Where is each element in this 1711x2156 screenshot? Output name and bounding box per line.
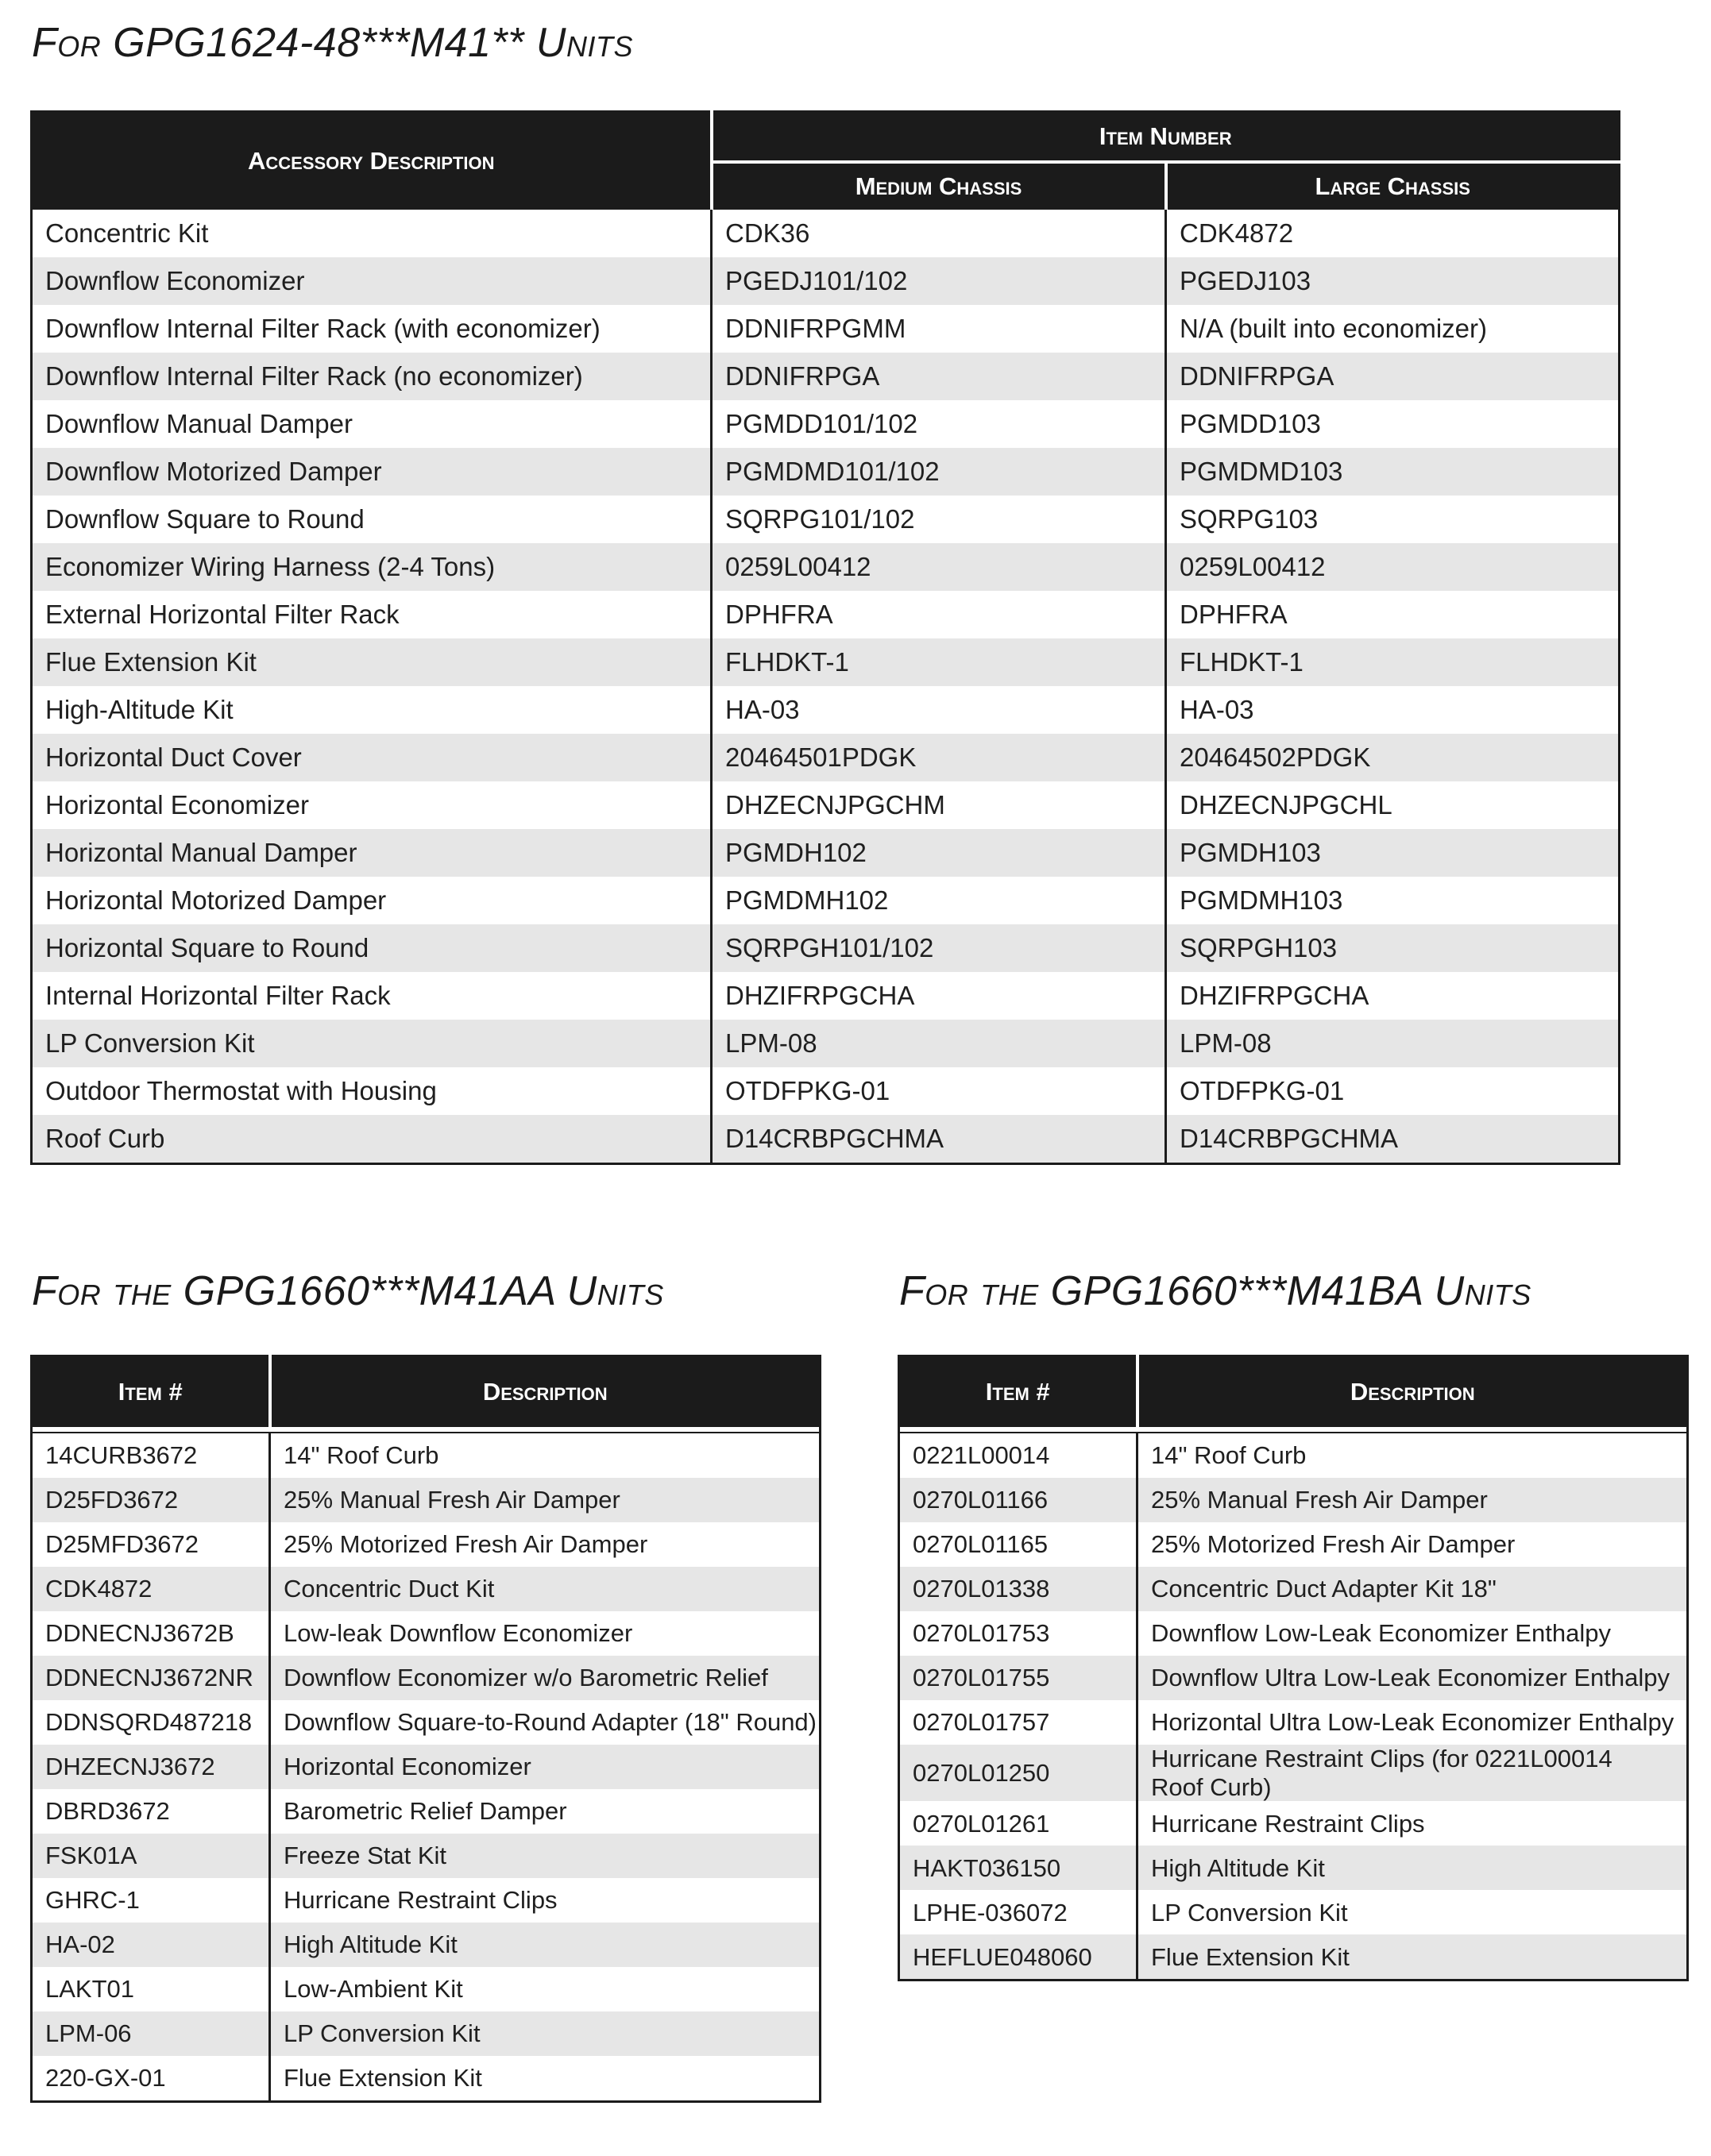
item-number-cell: 0270L01757	[899, 1700, 1137, 1745]
description-cell: Downflow Square-to-Round Adapter (18" Round)	[270, 1700, 821, 1745]
medium-chassis-cell: PGMDMH102	[712, 877, 1166, 924]
table-row	[899, 1433, 1688, 1478]
item-number-header: Item #	[32, 1356, 270, 1428]
description-cell: Downflow Ultra Low-Leak Economizer Enthalpy	[1137, 1656, 1688, 1700]
medium-chassis-cell: DHZECNJPGCHM	[712, 781, 1166, 829]
large-chassis-cell: DHZECNJPGCHL	[1166, 781, 1620, 829]
accessory-description-header: Accessory Description	[32, 112, 712, 210]
description-cell: Hurricane Restraint Clips	[270, 1878, 821, 1923]
table-row	[32, 305, 1620, 353]
description-cell: High Altitude Kit	[1137, 1846, 1688, 1890]
medium-chassis-cell: DDNIFRPGA	[712, 353, 1166, 400]
medium-chassis-cell: PGMDMD101/102	[712, 448, 1166, 496]
table-row	[32, 400, 1620, 448]
item-number-cell: DBRD3672	[32, 1789, 270, 1834]
large-chassis-cell: DHZIFRPGCHA	[1166, 972, 1620, 1020]
medium-chassis-cell: SQRPG101/102	[712, 496, 1166, 543]
large-chassis-cell: SQRPG103	[1166, 496, 1620, 543]
table-row	[32, 924, 1620, 972]
large-chassis-cell: DPHFRA	[1166, 591, 1620, 638]
accessory-description-cell: Horizontal Economizer	[32, 781, 712, 829]
large-chassis-cell: PGMDH103	[1166, 829, 1620, 877]
table-row	[32, 1567, 821, 1611]
item-number-header: Item Number	[712, 112, 1620, 163]
main-section-title: For GPG1624-48***M41** Units	[32, 20, 633, 66]
table-row	[32, 781, 1620, 829]
table-row	[899, 1522, 1688, 1567]
table-row	[32, 877, 1620, 924]
table-row	[32, 353, 1620, 400]
table-row	[899, 1801, 1688, 1846]
description-cell: Concentric Duct Adapter Kit 18"	[1137, 1567, 1688, 1611]
description-cell: Hurricane Restraint Clips (for 0221L00014 Roof Curb)	[1137, 1745, 1688, 1801]
medium-chassis-cell: PGMDD101/102	[712, 400, 1166, 448]
large-chassis-header: Large Chassis	[1166, 162, 1620, 210]
medium-chassis-cell: PGMDH102	[712, 829, 1166, 877]
medium-chassis-cell: SQRPGH101/102	[712, 924, 1166, 972]
description-cell: Concentric Duct Kit	[270, 1567, 821, 1611]
header-spacer	[32, 1427, 821, 1433]
large-chassis-cell: D14CRBPGCHMA	[1166, 1115, 1620, 1164]
description-cell: Hurricane Restraint Clips	[1137, 1801, 1688, 1846]
description-cell: Downflow Economizer w/o Barometric Relief	[270, 1656, 821, 1700]
table-row	[32, 1067, 1620, 1115]
accessory-description-cell: Horizontal Motorized Damper	[32, 877, 712, 924]
item-number-cell: 0270L01338	[899, 1567, 1137, 1611]
item-number-cell: CDK4872	[32, 1567, 270, 1611]
accessory-description-cell: Downflow Manual Damper	[32, 400, 712, 448]
medium-chassis-cell: CDK36	[712, 210, 1166, 257]
item-number-cell: HEFLUE048060	[899, 1934, 1137, 1981]
item-number-cell: 0221L00014	[899, 1433, 1137, 1478]
table-row	[899, 1700, 1688, 1745]
description-header: Description	[270, 1356, 821, 1428]
table-row	[32, 734, 1620, 781]
item-number-cell: 0270L01261	[899, 1801, 1137, 1846]
accessory-description-cell: Downflow Internal Filter Rack (no economizer)	[32, 353, 712, 400]
table-row	[32, 1878, 821, 1923]
table-row	[32, 448, 1620, 496]
description-cell: LP Conversion Kit	[270, 2011, 821, 2056]
table-row	[32, 543, 1620, 591]
accessory-description-cell: Concentric Kit	[32, 210, 712, 257]
item-number-cell: LPM-06	[32, 2011, 270, 2056]
item-number-cell: LPHE-036072	[899, 1890, 1137, 1934]
table-row	[32, 1433, 821, 1478]
table-row	[32, 1745, 821, 1789]
accessory-description-cell: Outdoor Thermostat with Housing	[32, 1067, 712, 1115]
table-row	[899, 1846, 1688, 1890]
accessory-description-cell: Horizontal Square to Round	[32, 924, 712, 972]
large-chassis-cell: 20464502PDGK	[1166, 734, 1620, 781]
large-chassis-cell: HA-03	[1166, 686, 1620, 734]
table-row	[32, 1923, 821, 1967]
table-row	[32, 2011, 821, 2056]
header-spacer	[899, 1427, 1688, 1433]
item-number-cell: DHZECNJ3672	[32, 1745, 270, 1789]
table-row	[32, 1522, 821, 1567]
item-number-cell: 0270L01250	[899, 1745, 1137, 1801]
item-number-cell: FSK01A	[32, 1834, 270, 1878]
table-row	[899, 1656, 1688, 1700]
table-row	[899, 1567, 1688, 1611]
large-chassis-cell: LPM-08	[1166, 1020, 1620, 1067]
item-number-cell: 0270L01753	[899, 1611, 1137, 1656]
large-chassis-cell: N/A (built into economizer)	[1166, 305, 1620, 353]
item-number-cell: GHRC-1	[32, 1878, 270, 1923]
accessory-description-cell: Economizer Wiring Harness (2-4 Tons)	[32, 543, 712, 591]
accessory-description-cell: Downflow Motorized Damper	[32, 448, 712, 496]
large-chassis-cell: CDK4872	[1166, 210, 1620, 257]
accessory-description-cell: Internal Horizontal Filter Rack	[32, 972, 712, 1020]
medium-chassis-cell: DDNIFRPGMM	[712, 305, 1166, 353]
large-chassis-cell: PGMDMH103	[1166, 877, 1620, 924]
table-row	[32, 1700, 821, 1745]
accessory-description-cell: LP Conversion Kit	[32, 1020, 712, 1067]
table-row	[899, 1611, 1688, 1656]
item-number-cell: D25MFD3672	[32, 1522, 270, 1567]
table-row	[899, 1745, 1688, 1801]
medium-chassis-cell: LPM-08	[712, 1020, 1166, 1067]
medium-chassis-cell: PGEDJ101/102	[712, 257, 1166, 305]
table-row	[32, 1789, 821, 1834]
description-cell: 25% Manual Fresh Air Damper	[270, 1478, 821, 1522]
description-cell: Low-Ambient Kit	[270, 1967, 821, 2011]
table-row	[32, 1020, 1620, 1067]
item-number-cell: 0270L01166	[899, 1478, 1137, 1522]
table-row	[32, 972, 1620, 1020]
description-cell: 14" Roof Curb	[1137, 1433, 1688, 1478]
description-cell: Flue Extension Kit	[1137, 1934, 1688, 1981]
aa-units-table	[30, 1355, 821, 2103]
description-cell: 14" Roof Curb	[270, 1433, 821, 1478]
medium-chassis-header: Medium Chassis	[712, 162, 1166, 210]
large-chassis-cell: FLHDKT-1	[1166, 638, 1620, 686]
medium-chassis-cell: D14CRBPGCHMA	[712, 1115, 1166, 1164]
description-cell: Flue Extension Kit	[270, 2056, 821, 2102]
ba-section-title: For the GPG1660***M41BA Units	[899, 1268, 1531, 1314]
large-chassis-cell: SQRPGH103	[1166, 924, 1620, 972]
item-number-cell: 0270L01165	[899, 1522, 1137, 1567]
table-row	[32, 638, 1620, 686]
medium-chassis-cell: DHZIFRPGCHA	[712, 972, 1166, 1020]
item-number-cell: 0270L01755	[899, 1656, 1137, 1700]
medium-chassis-cell: FLHDKT-1	[712, 638, 1166, 686]
accessory-description-cell: Downflow Economizer	[32, 257, 712, 305]
aa-section-title: For the GPG1660***M41AA Units	[32, 1268, 664, 1314]
medium-chassis-cell: 0259L00412	[712, 543, 1166, 591]
description-cell: 25% Manual Fresh Air Damper	[1137, 1478, 1688, 1522]
description-cell: Horizontal Ultra Low-Leak Economizer Enthalpy	[1137, 1700, 1688, 1745]
table-row	[32, 829, 1620, 877]
aa-table-body	[32, 1433, 821, 2102]
large-chassis-cell: PGEDJ103	[1166, 257, 1620, 305]
table-row	[32, 591, 1620, 638]
table-row	[32, 1967, 821, 2011]
accessory-description-cell: Horizontal Duct Cover	[32, 734, 712, 781]
table-row	[32, 1656, 821, 1700]
table-row	[32, 496, 1620, 543]
main-table-body	[32, 210, 1620, 1164]
main-accessory-table	[30, 110, 1620, 1165]
table-row	[32, 1115, 1620, 1164]
medium-chassis-cell: OTDFPKG-01	[712, 1067, 1166, 1115]
large-chassis-cell: DDNIFRPGA	[1166, 353, 1620, 400]
table-row	[32, 686, 1620, 734]
table-row	[899, 1934, 1688, 1981]
description-cell: High Altitude Kit	[270, 1923, 821, 1967]
description-header: Description	[1137, 1356, 1688, 1428]
accessory-description-cell: Flue Extension Kit	[32, 638, 712, 686]
accessory-description-cell: Downflow Square to Round	[32, 496, 712, 543]
description-cell: Freeze Stat Kit	[270, 1834, 821, 1878]
large-chassis-cell: 0259L00412	[1166, 543, 1620, 591]
ba-table-body	[899, 1433, 1688, 1981]
table-row	[32, 257, 1620, 305]
description-cell: Low-leak Downflow Economizer	[270, 1611, 821, 1656]
accessory-description-cell: High-Altitude Kit	[32, 686, 712, 734]
table-row	[899, 1478, 1688, 1522]
table-row	[899, 1890, 1688, 1934]
medium-chassis-cell: DPHFRA	[712, 591, 1166, 638]
description-cell: Horizontal Economizer	[270, 1745, 821, 1789]
description-cell: 25% Motorized Fresh Air Damper	[270, 1522, 821, 1567]
ba-units-table	[898, 1355, 1689, 1981]
table-row	[32, 1611, 821, 1656]
accessory-description-cell: Roof Curb	[32, 1115, 712, 1164]
item-number-cell: HA-02	[32, 1923, 270, 1967]
item-number-cell: HAKT036150	[899, 1846, 1137, 1890]
item-number-cell: LAKT01	[32, 1967, 270, 2011]
accessory-description-cell: Horizontal Manual Damper	[32, 829, 712, 877]
item-number-cell: DDNECNJ3672NR	[32, 1656, 270, 1700]
table-row	[32, 1834, 821, 1878]
accessory-description-cell: Downflow Internal Filter Rack (with economizer)	[32, 305, 712, 353]
description-cell: LP Conversion Kit	[1137, 1890, 1688, 1934]
description-cell: 25% Motorized Fresh Air Damper	[1137, 1522, 1688, 1567]
large-chassis-cell: OTDFPKG-01	[1166, 1067, 1620, 1115]
table-row	[32, 2056, 821, 2102]
table-row	[32, 210, 1620, 257]
medium-chassis-cell: 20464501PDGK	[712, 734, 1166, 781]
item-number-cell: D25FD3672	[32, 1478, 270, 1522]
item-number-cell: 220-GX-01	[32, 2056, 270, 2102]
large-chassis-cell: PGMDD103	[1166, 400, 1620, 448]
medium-chassis-cell: HA-03	[712, 686, 1166, 734]
accessory-description-cell: External Horizontal Filter Rack	[32, 591, 712, 638]
description-cell: Downflow Low-Leak Economizer Enthalpy	[1137, 1611, 1688, 1656]
description-cell: Barometric Relief Damper	[270, 1789, 821, 1834]
item-number-header: Item #	[899, 1356, 1137, 1428]
item-number-cell: DDNSQRD487218	[32, 1700, 270, 1745]
item-number-cell: 14CURB3672	[32, 1433, 270, 1478]
table-row	[32, 1478, 821, 1522]
large-chassis-cell: PGMDMD103	[1166, 448, 1620, 496]
item-number-cell: DDNECNJ3672B	[32, 1611, 270, 1656]
